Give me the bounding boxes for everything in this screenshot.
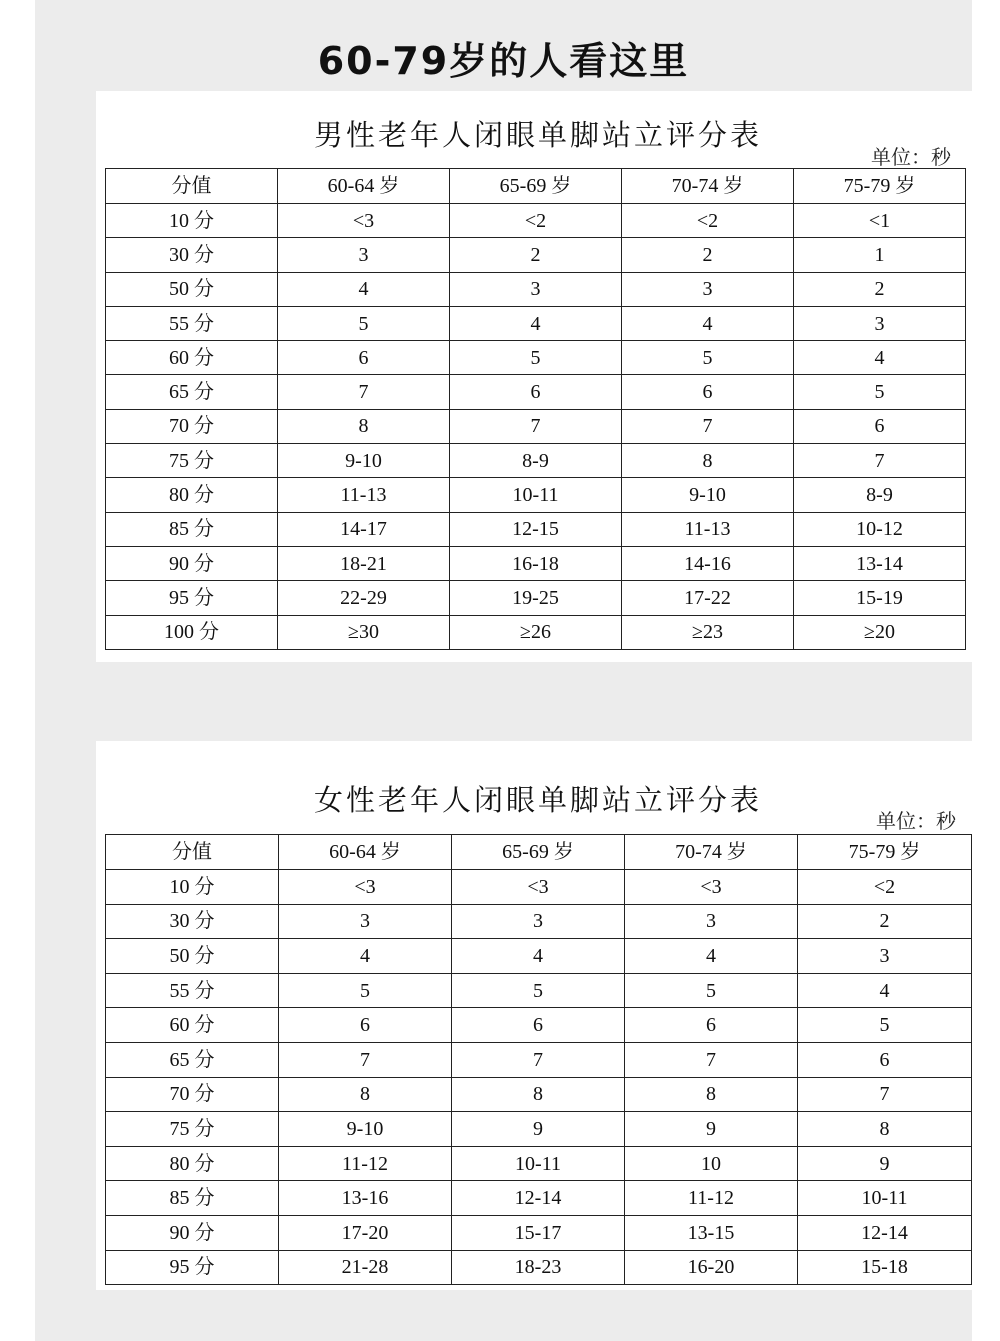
seconds-cell: 2 bbox=[798, 904, 972, 939]
page-title: 60-79岁的人看这里 bbox=[317, 39, 690, 83]
seconds-cell: 11-13 bbox=[622, 512, 794, 546]
seconds-cell: <3 bbox=[452, 870, 625, 905]
seconds-cell: 7 bbox=[278, 375, 450, 409]
header-cell: 60-64 岁 bbox=[278, 169, 450, 204]
seconds-cell: 14-17 bbox=[278, 512, 450, 546]
table-row bbox=[106, 581, 966, 615]
seconds-cell: 16-18 bbox=[450, 546, 622, 580]
seconds-cell: <3 bbox=[625, 870, 798, 905]
table-row bbox=[106, 904, 972, 939]
seconds-cell: 8 bbox=[798, 1112, 972, 1147]
seconds-cell: 15-18 bbox=[798, 1250, 972, 1285]
seconds-cell: 12-14 bbox=[452, 1181, 625, 1216]
seconds-cell: 4 bbox=[278, 272, 450, 306]
seconds-cell: 17-20 bbox=[279, 1215, 452, 1250]
seconds-cell: ≥30 bbox=[278, 615, 450, 649]
seconds-cell: 11-12 bbox=[279, 1146, 452, 1181]
female-unit-label: 单位：秒 bbox=[876, 809, 956, 833]
seconds-cell: 4 bbox=[798, 973, 972, 1008]
score-cell: 65 分 bbox=[106, 375, 278, 409]
table-row bbox=[106, 306, 966, 340]
female-table-title: 女性老年人闭眼单脚站立评分表 bbox=[313, 783, 762, 817]
seconds-cell: 7 bbox=[279, 1042, 452, 1077]
seconds-cell: 4 bbox=[450, 306, 622, 340]
male-score-table bbox=[105, 168, 966, 650]
seconds-cell: 4 bbox=[794, 341, 966, 375]
seconds-cell: 11-13 bbox=[278, 478, 450, 512]
seconds-cell: 10 bbox=[625, 1146, 798, 1181]
header-cell: 70-74 岁 bbox=[625, 835, 798, 870]
seconds-cell: 16-20 bbox=[625, 1250, 798, 1285]
table-row bbox=[106, 1077, 972, 1112]
seconds-cell: <2 bbox=[798, 870, 972, 905]
table-row bbox=[106, 1112, 972, 1147]
seconds-cell: 10-11 bbox=[798, 1181, 972, 1216]
score-cell: 10 分 bbox=[106, 204, 278, 238]
seconds-cell: 9-10 bbox=[622, 478, 794, 512]
seconds-cell: 7 bbox=[452, 1042, 625, 1077]
seconds-cell: 8 bbox=[625, 1077, 798, 1112]
seconds-cell: 6 bbox=[278, 341, 450, 375]
seconds-cell: 5 bbox=[450, 341, 622, 375]
seconds-cell: 9 bbox=[452, 1112, 625, 1147]
seconds-cell: 11-12 bbox=[625, 1181, 798, 1216]
seconds-cell: 18-23 bbox=[452, 1250, 625, 1285]
seconds-cell: 9 bbox=[798, 1146, 972, 1181]
seconds-cell: 5 bbox=[798, 1008, 972, 1043]
male-score-panel bbox=[96, 91, 980, 662]
seconds-cell: 6 bbox=[798, 1042, 972, 1077]
male-unit-label: 单位：秒 bbox=[871, 145, 951, 169]
table-row bbox=[106, 341, 966, 375]
table-row bbox=[106, 478, 966, 512]
score-cell: 50 分 bbox=[106, 939, 279, 974]
score-cell: 90 分 bbox=[106, 546, 278, 580]
seconds-cell: 1 bbox=[794, 238, 966, 272]
table-row bbox=[106, 375, 966, 409]
seconds-cell: 6 bbox=[452, 1008, 625, 1043]
table-row bbox=[106, 238, 966, 272]
score-cell: 95 分 bbox=[106, 1250, 279, 1285]
header-cell: 分值 bbox=[106, 169, 278, 204]
seconds-cell: 15-19 bbox=[794, 581, 966, 615]
seconds-cell: 8 bbox=[622, 444, 794, 478]
seconds-cell: <2 bbox=[450, 204, 622, 238]
seconds-cell: 15-17 bbox=[452, 1215, 625, 1250]
table-row bbox=[106, 1146, 972, 1181]
score-cell: 30 分 bbox=[106, 238, 278, 272]
seconds-cell: 8-9 bbox=[794, 478, 966, 512]
seconds-cell: 8 bbox=[452, 1077, 625, 1112]
score-cell: 70 分 bbox=[106, 409, 278, 443]
score-cell: 60 分 bbox=[106, 341, 278, 375]
seconds-cell: 13-14 bbox=[794, 546, 966, 580]
seconds-cell: 6 bbox=[622, 375, 794, 409]
table-row bbox=[106, 1181, 972, 1216]
seconds-cell: 4 bbox=[625, 939, 798, 974]
header-cell: 分值 bbox=[106, 835, 279, 870]
page bbox=[35, 0, 972, 1341]
female-score-table bbox=[105, 834, 972, 1285]
seconds-cell: <2 bbox=[622, 204, 794, 238]
table-row bbox=[106, 546, 966, 580]
seconds-cell: 3 bbox=[450, 272, 622, 306]
seconds-cell: 6 bbox=[794, 409, 966, 443]
score-cell: 55 分 bbox=[106, 306, 278, 340]
male-table-body bbox=[106, 204, 966, 650]
seconds-cell: ≥20 bbox=[794, 615, 966, 649]
table-row bbox=[106, 615, 966, 649]
seconds-cell: 3 bbox=[625, 904, 798, 939]
table-row bbox=[106, 973, 972, 1008]
seconds-cell: 7 bbox=[450, 409, 622, 443]
seconds-cell: 5 bbox=[452, 973, 625, 1008]
score-cell: 70 分 bbox=[106, 1077, 279, 1112]
seconds-cell: 2 bbox=[622, 238, 794, 272]
seconds-cell: 5 bbox=[278, 306, 450, 340]
seconds-cell: <1 bbox=[794, 204, 966, 238]
seconds-cell: 3 bbox=[452, 904, 625, 939]
table-header-row bbox=[106, 169, 966, 204]
score-cell: 55 分 bbox=[106, 973, 279, 1008]
table-row bbox=[106, 512, 966, 546]
seconds-cell: 19-25 bbox=[450, 581, 622, 615]
seconds-cell: 8 bbox=[278, 409, 450, 443]
seconds-cell: 7 bbox=[625, 1042, 798, 1077]
table-row bbox=[106, 272, 966, 306]
seconds-cell: 5 bbox=[279, 973, 452, 1008]
header-cell: 70-74 岁 bbox=[622, 169, 794, 204]
score-cell: 50 分 bbox=[106, 272, 278, 306]
seconds-cell: 10-11 bbox=[450, 478, 622, 512]
header-cell: 75-79 岁 bbox=[798, 835, 972, 870]
seconds-cell: 7 bbox=[622, 409, 794, 443]
seconds-cell: <3 bbox=[279, 870, 452, 905]
table-header-row bbox=[106, 835, 972, 870]
score-cell: 85 分 bbox=[106, 1181, 279, 1216]
seconds-cell: 6 bbox=[625, 1008, 798, 1043]
score-cell: 100 分 bbox=[106, 615, 278, 649]
score-cell: 80 分 bbox=[106, 478, 278, 512]
score-cell: 10 分 bbox=[106, 870, 279, 905]
seconds-cell: 7 bbox=[794, 444, 966, 478]
seconds-cell: 4 bbox=[279, 939, 452, 974]
seconds-cell: 3 bbox=[798, 939, 972, 974]
score-cell: 75 分 bbox=[106, 444, 278, 478]
male-table-title: 男性老年人闭眼单脚站立评分表 bbox=[313, 118, 762, 152]
seconds-cell: 4 bbox=[452, 939, 625, 974]
seconds-cell: 10-12 bbox=[794, 512, 966, 546]
seconds-cell: 5 bbox=[794, 375, 966, 409]
header-cell: 60-64 岁 bbox=[279, 835, 452, 870]
seconds-cell: 2 bbox=[450, 238, 622, 272]
seconds-cell: 10-11 bbox=[452, 1146, 625, 1181]
seconds-cell: 3 bbox=[622, 272, 794, 306]
seconds-cell: 8 bbox=[279, 1077, 452, 1112]
female-score-panel bbox=[96, 741, 980, 1290]
table-row bbox=[106, 939, 972, 974]
seconds-cell: 12-15 bbox=[450, 512, 622, 546]
seconds-cell: 6 bbox=[450, 375, 622, 409]
seconds-cell: <3 bbox=[278, 204, 450, 238]
score-cell: 80 分 bbox=[106, 1146, 279, 1181]
seconds-cell: 7 bbox=[798, 1077, 972, 1112]
seconds-cell: 3 bbox=[278, 238, 450, 272]
score-cell: 90 分 bbox=[106, 1215, 279, 1250]
table-row bbox=[106, 1008, 972, 1043]
table-row bbox=[106, 870, 972, 905]
seconds-cell: 4 bbox=[622, 306, 794, 340]
seconds-cell: 22-29 bbox=[278, 581, 450, 615]
seconds-cell: 9-10 bbox=[279, 1112, 452, 1147]
seconds-cell: 8-9 bbox=[450, 444, 622, 478]
score-cell: 30 分 bbox=[106, 904, 279, 939]
score-cell: 95 分 bbox=[106, 581, 278, 615]
seconds-cell: 5 bbox=[622, 341, 794, 375]
seconds-cell: 21-28 bbox=[279, 1250, 452, 1285]
seconds-cell: 17-22 bbox=[622, 581, 794, 615]
seconds-cell: 3 bbox=[279, 904, 452, 939]
table-row bbox=[106, 409, 966, 443]
score-cell: 75 分 bbox=[106, 1112, 279, 1147]
score-cell: 65 分 bbox=[106, 1042, 279, 1077]
seconds-cell: 3 bbox=[794, 306, 966, 340]
score-cell: 85 分 bbox=[106, 512, 278, 546]
table-row bbox=[106, 1042, 972, 1077]
score-cell: 60 分 bbox=[106, 1008, 279, 1043]
seconds-cell: 9 bbox=[625, 1112, 798, 1147]
seconds-cell: 18-21 bbox=[278, 546, 450, 580]
seconds-cell: 13-15 bbox=[625, 1215, 798, 1250]
table-row bbox=[106, 444, 966, 478]
header-cell: 65-69 岁 bbox=[452, 835, 625, 870]
female-table-body bbox=[106, 870, 972, 1285]
seconds-cell: 5 bbox=[625, 973, 798, 1008]
header-cell: 65-69 岁 bbox=[450, 169, 622, 204]
seconds-cell: ≥23 bbox=[622, 615, 794, 649]
seconds-cell: 14-16 bbox=[622, 546, 794, 580]
seconds-cell: 9-10 bbox=[278, 444, 450, 478]
seconds-cell: ≥26 bbox=[450, 615, 622, 649]
table-row bbox=[106, 1215, 972, 1250]
seconds-cell: 6 bbox=[279, 1008, 452, 1043]
table-row bbox=[106, 1250, 972, 1285]
seconds-cell: 12-14 bbox=[798, 1215, 972, 1250]
seconds-cell: 2 bbox=[794, 272, 966, 306]
table-row bbox=[106, 204, 966, 238]
seconds-cell: 13-16 bbox=[279, 1181, 452, 1216]
header-cell: 75-79 岁 bbox=[794, 169, 966, 204]
